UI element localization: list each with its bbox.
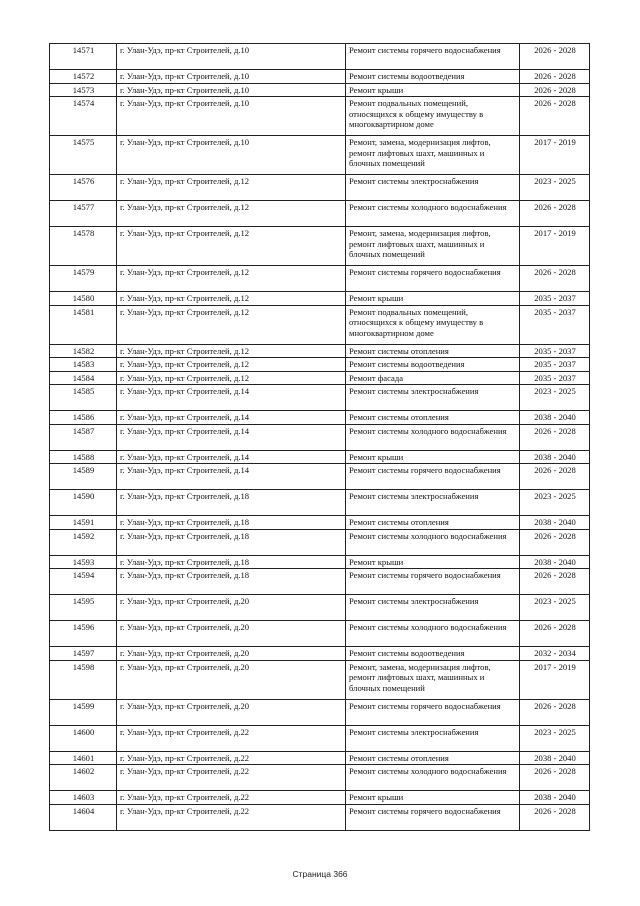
cell-period: 2017 - 2019 <box>520 660 590 699</box>
cell-work-type: Ремонт системы водоотведения <box>346 358 520 372</box>
table-row <box>50 424 590 450</box>
cell-work-type: Ремонт системы холодного водоснабжения <box>346 201 520 227</box>
cell-period: 2026 - 2028 <box>520 765 590 791</box>
table-row <box>50 227 590 266</box>
cell-work-type: Ремонт крыши <box>346 450 520 464</box>
table-row <box>50 305 590 344</box>
cell-number: 14590 <box>50 490 117 516</box>
cell-number: 14574 <box>50 97 117 136</box>
table-row <box>50 699 590 725</box>
cell-number: 14594 <box>50 569 117 595</box>
cell-period: 2017 - 2019 <box>520 227 590 266</box>
page-footer <box>0 869 640 879</box>
cell-period: 2023 - 2025 <box>520 385 590 411</box>
cell-work-type: Ремонт системы холодного водоснабжения <box>346 529 520 555</box>
cell-period: 2023 - 2025 <box>520 490 590 516</box>
cell-work-type: Ремонт системы электроснабжения <box>346 725 520 751</box>
cell-work-type: Ремонт подвальных помещений, относящихся к общему имуществу в многоквартирном доме <box>346 305 520 344</box>
cell-period: 2026 - 2028 <box>520 201 590 227</box>
cell-number: 14586 <box>50 411 117 425</box>
table-row <box>50 765 590 791</box>
cell-address: г. Улан-Удэ, пр-кт Строителей, д.18 <box>117 490 346 516</box>
cell-work-type: Ремонт системы горячего водоснабжения <box>346 804 520 830</box>
cell-address: г. Улан-Удэ, пр-кт Строителей, д.12 <box>117 358 346 372</box>
cell-work-type: Ремонт системы отопления <box>346 516 520 530</box>
cell-work-type: Ремонт системы отопления <box>346 344 520 358</box>
cell-number: 14603 <box>50 791 117 805</box>
cell-address: г. Улан-Удэ, пр-кт Строителей, д.14 <box>117 424 346 450</box>
table-row <box>50 751 590 765</box>
cell-address: г. Улан-Удэ, пр-кт Строителей, д.20 <box>117 647 346 661</box>
cell-work-type: Ремонт системы холодного водоснабжения <box>346 765 520 791</box>
cell-period: 2023 - 2025 <box>520 175 590 201</box>
cell-address: г. Улан-Удэ, пр-кт Строителей, д.18 <box>117 529 346 555</box>
cell-work-type: Ремонт, замена, модернизация лифтов, ремонт лифтовых шахт, машинных и блочных помещений <box>346 660 520 699</box>
cell-address: г. Улан-Удэ, пр-кт Строителей, д.20 <box>117 699 346 725</box>
cell-address: г. Улан-Удэ, пр-кт Строителей, д.14 <box>117 385 346 411</box>
cell-work-type: Ремонт системы водоотведения <box>346 647 520 661</box>
cell-number: 14598 <box>50 660 117 699</box>
cell-work-type: Ремонт крыши <box>346 555 520 569</box>
cell-work-type: Ремонт системы электроснабжения <box>346 385 520 411</box>
cell-period: 2038 - 2040 <box>520 450 590 464</box>
cell-work-type: Ремонт подвальных помещений, относящихся к общему имуществу в многоквартирном доме <box>346 97 520 136</box>
cell-address: г. Улан-Удэ, пр-кт Строителей, д.18 <box>117 555 346 569</box>
cell-work-type: Ремонт системы электроснабжения <box>346 595 520 621</box>
cell-address: г. Улан-Удэ, пр-кт Строителей, д.20 <box>117 595 346 621</box>
cell-period: 2026 - 2028 <box>520 70 590 84</box>
cell-number: 14604 <box>50 804 117 830</box>
cell-work-type: Ремонт системы холодного водоснабжения <box>346 424 520 450</box>
cell-address: г. Улан-Удэ, пр-кт Строителей, д.12 <box>117 344 346 358</box>
cell-work-type: Ремонт системы горячего водоснабжения <box>346 464 520 490</box>
cell-period: 2026 - 2028 <box>520 424 590 450</box>
table-row <box>50 464 590 490</box>
table-row <box>50 569 590 595</box>
cell-period: 2026 - 2028 <box>520 804 590 830</box>
repair-schedule-table <box>49 43 590 831</box>
cell-period: 2026 - 2028 <box>520 97 590 136</box>
cell-work-type: Ремонт системы электроснабжения <box>346 490 520 516</box>
cell-period: 2038 - 2040 <box>520 516 590 530</box>
cell-number: 14571 <box>50 44 117 70</box>
cell-period: 2038 - 2040 <box>520 751 590 765</box>
cell-number: 14602 <box>50 765 117 791</box>
table-row <box>50 450 590 464</box>
cell-address: г. Улан-Удэ, пр-кт Строителей, д.12 <box>117 371 346 385</box>
cell-address: г. Улан-Удэ, пр-кт Строителей, д.12 <box>117 201 346 227</box>
table-row <box>50 516 590 530</box>
cell-period: 2038 - 2040 <box>520 791 590 805</box>
cell-address: г. Улан-Удэ, пр-кт Строителей, д.20 <box>117 660 346 699</box>
cell-number: 14576 <box>50 175 117 201</box>
cell-work-type: Ремонт, замена, модернизация лифтов, ремонт лифтовых шахт, машинных и блочных помещений <box>346 136 520 175</box>
cell-period: 2026 - 2028 <box>520 699 590 725</box>
table-row <box>50 791 590 805</box>
cell-number: 14599 <box>50 699 117 725</box>
cell-address: г. Улан-Удэ, пр-кт Строителей, д.18 <box>117 569 346 595</box>
table-row <box>50 411 590 425</box>
cell-work-type: Ремонт системы отопления <box>346 411 520 425</box>
table-row <box>50 201 590 227</box>
cell-period: 2038 - 2040 <box>520 411 590 425</box>
cell-period: 2017 - 2019 <box>520 136 590 175</box>
cell-work-type: Ремонт фасада <box>346 371 520 385</box>
cell-address: г. Улан-Удэ, пр-кт Строителей, д.22 <box>117 804 346 830</box>
table-row <box>50 660 590 699</box>
cell-period: 2026 - 2028 <box>520 569 590 595</box>
table-row <box>50 344 590 358</box>
cell-address: г. Улан-Удэ, пр-кт Строителей, д.14 <box>117 464 346 490</box>
cell-number: 14581 <box>50 305 117 344</box>
cell-address: г. Улан-Удэ, пр-кт Строителей, д.22 <box>117 765 346 791</box>
cell-address: г. Улан-Удэ, пр-кт Строителей, д.12 <box>117 227 346 266</box>
cell-number: 14577 <box>50 201 117 227</box>
cell-address: г. Улан-Удэ, пр-кт Строителей, д.10 <box>117 44 346 70</box>
cell-address: г. Улан-Удэ, пр-кт Строителей, д.12 <box>117 266 346 292</box>
cell-number: 14588 <box>50 450 117 464</box>
cell-number: 14578 <box>50 227 117 266</box>
cell-period: 2035 - 2037 <box>520 292 590 306</box>
cell-address: г. Улан-Удэ, пр-кт Строителей, д.14 <box>117 411 346 425</box>
cell-number: 14575 <box>50 136 117 175</box>
cell-number: 14593 <box>50 555 117 569</box>
cell-address: г. Улан-Удэ, пр-кт Строителей, д.10 <box>117 97 346 136</box>
cell-work-type: Ремонт системы горячего водоснабжения <box>346 569 520 595</box>
table-body <box>50 44 590 831</box>
cell-number: 14592 <box>50 529 117 555</box>
cell-work-type: Ремонт системы водоотведения <box>346 70 520 84</box>
cell-number: 14587 <box>50 424 117 450</box>
table-row <box>50 555 590 569</box>
cell-number: 14591 <box>50 516 117 530</box>
cell-number: 14597 <box>50 647 117 661</box>
table-row <box>50 804 590 830</box>
table-row <box>50 136 590 175</box>
cell-work-type: Ремонт системы горячего водоснабжения <box>346 266 520 292</box>
cell-work-type: Ремонт системы холодного водоснабжения <box>346 621 520 647</box>
cell-address: г. Улан-Удэ, пр-кт Строителей, д.18 <box>117 516 346 530</box>
cell-address: г. Улан-Удэ, пр-кт Строителей, д.10 <box>117 70 346 84</box>
cell-number: 14595 <box>50 595 117 621</box>
table-row <box>50 385 590 411</box>
table-row <box>50 529 590 555</box>
cell-work-type: Ремонт системы горячего водоснабжения <box>346 699 520 725</box>
cell-period: 2035 - 2037 <box>520 358 590 372</box>
cell-address: г. Улан-Удэ, пр-кт Строителей, д.22 <box>117 791 346 805</box>
cell-number: 14579 <box>50 266 117 292</box>
cell-work-type: Ремонт системы электроснабжения <box>346 175 520 201</box>
cell-work-type: Ремонт крыши <box>346 791 520 805</box>
table-row <box>50 490 590 516</box>
table-row <box>50 70 590 84</box>
cell-address: г. Улан-Удэ, пр-кт Строителей, д.10 <box>117 136 346 175</box>
cell-period: 2026 - 2028 <box>520 464 590 490</box>
cell-address: г. Улан-Удэ, пр-кт Строителей, д.22 <box>117 725 346 751</box>
table-row <box>50 647 590 661</box>
cell-number: 14584 <box>50 371 117 385</box>
table-row <box>50 175 590 201</box>
table-row <box>50 371 590 385</box>
cell-period: 2026 - 2028 <box>520 266 590 292</box>
cell-number: 14596 <box>50 621 117 647</box>
table-row <box>50 266 590 292</box>
page-number: Страница 366 <box>292 869 348 879</box>
table-row <box>50 358 590 372</box>
cell-period: 2023 - 2025 <box>520 725 590 751</box>
cell-address: г. Улан-Удэ, пр-кт Строителей, д.20 <box>117 621 346 647</box>
cell-work-type: Ремонт, замена, модернизация лифтов, ремонт лифтовых шахт, машинных и блочных помещений <box>346 227 520 266</box>
cell-address: г. Улан-Удэ, пр-кт Строителей, д.22 <box>117 751 346 765</box>
cell-work-type: Ремонт системы отопления <box>346 751 520 765</box>
table-row <box>50 292 590 306</box>
cell-work-type: Ремонт крыши <box>346 83 520 97</box>
cell-period: 2026 - 2028 <box>520 83 590 97</box>
cell-number: 14573 <box>50 83 117 97</box>
cell-period: 2038 - 2040 <box>520 555 590 569</box>
cell-period: 2026 - 2028 <box>520 44 590 70</box>
cell-period: 2035 - 2037 <box>520 371 590 385</box>
table-row <box>50 97 590 136</box>
cell-number: 14601 <box>50 751 117 765</box>
table-row <box>50 83 590 97</box>
cell-number: 14589 <box>50 464 117 490</box>
cell-address: г. Улан-Удэ, пр-кт Строителей, д.12 <box>117 292 346 306</box>
table-row <box>50 44 590 70</box>
cell-number: 14580 <box>50 292 117 306</box>
cell-number: 14583 <box>50 358 117 372</box>
cell-period: 2035 - 2037 <box>520 305 590 344</box>
cell-address: г. Улан-Удэ, пр-кт Строителей, д.12 <box>117 175 346 201</box>
cell-number: 14572 <box>50 70 117 84</box>
cell-address: г. Улан-Удэ, пр-кт Строителей, д.14 <box>117 450 346 464</box>
table-row <box>50 725 590 751</box>
cell-period: 2032 - 2034 <box>520 647 590 661</box>
cell-address: г. Улан-Удэ, пр-кт Строителей, д.10 <box>117 83 346 97</box>
cell-number: 14585 <box>50 385 117 411</box>
cell-work-type: Ремонт крыши <box>346 292 520 306</box>
cell-period: 2026 - 2028 <box>520 621 590 647</box>
cell-number: 14600 <box>50 725 117 751</box>
cell-period: 2035 - 2037 <box>520 344 590 358</box>
table-row <box>50 595 590 621</box>
cell-period: 2026 - 2028 <box>520 529 590 555</box>
table-row <box>50 621 590 647</box>
cell-work-type: Ремонт системы горячего водоснабжения <box>346 44 520 70</box>
cell-number: 14582 <box>50 344 117 358</box>
cell-address: г. Улан-Удэ, пр-кт Строителей, д.12 <box>117 305 346 344</box>
cell-period: 2023 - 2025 <box>520 595 590 621</box>
